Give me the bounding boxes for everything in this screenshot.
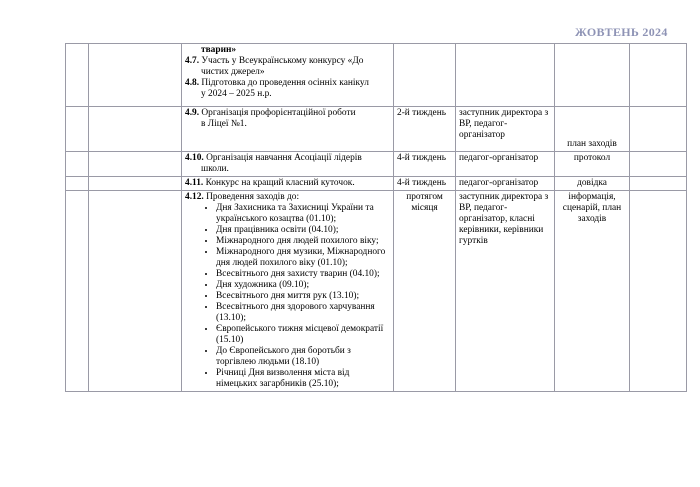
list-item: • Міжнародного дня людей похилого віку; [216,236,390,247]
item-text: в Ліцеї №1. [201,119,247,129]
empty-cell [630,152,687,177]
item-number: 4.10. [185,153,204,163]
empty-cell [66,44,89,107]
list-item: • Всесвітнього дня миття рук (13.10); [216,291,390,302]
activity-cell [182,177,394,191]
empty-cell [89,44,182,107]
table-row [66,107,687,152]
activity-cell [182,107,394,152]
list-item: • Дня художника (09.10); [216,280,390,291]
plan-table [65,43,687,392]
term-cell: 2-й тиждень [394,107,456,152]
item-text: Участь у Всеукраїнському конкурсу «До [199,56,364,66]
item-text: чистих джерел» [201,67,265,77]
item-number: 4.11. [185,178,204,188]
list-item: • Міжнародного дня музики, Міжнародного дня людей похилого віку (01.10); [216,247,390,269]
list-item: • Дня працівника освіти (04.10); [216,225,390,236]
table-row [66,177,687,191]
list-item: • Європейського тижня місцевої демократії (15.10) [216,324,390,346]
activity-cell [182,44,394,107]
document-cell: інформація, сценарій, план заходів [555,191,630,392]
item-number: 4.8. [185,78,200,88]
activity-line [185,119,390,130]
term-cell [394,44,456,107]
item-number: 4.7. [185,56,200,66]
activity-line [185,192,390,203]
activity-cell [182,191,394,392]
empty-cell [630,44,687,107]
document-cell: план заходів [555,107,630,152]
empty-cell [89,177,182,191]
table-row [66,191,687,392]
item-text: Організація навчання Асоціації лідерів [203,153,362,163]
plan-table-body [66,44,687,392]
document-cell: протокол [555,152,630,177]
item-text: Організація профорієнтаційної роботи [199,108,356,118]
empty-cell [66,191,89,392]
item-text: Конкурс на кращий класний куточок. [203,178,355,188]
responsible-cell: заступник директора з ВР, педагог-організатор, класні керівники, керівники гуртків [456,191,555,392]
empty-cell [89,107,182,152]
empty-cell [630,191,687,392]
item-text: Проведення заходів до: [203,192,300,202]
responsible-cell [456,44,555,107]
empty-cell [630,107,687,152]
responsible-cell: педагог-організатор [456,177,555,191]
activity-line [185,153,390,164]
activity-line [185,108,390,119]
responsible-cell: педагог-організатор [456,152,555,177]
activity-line [185,178,390,189]
activity-line [185,56,390,67]
term-cell: 4-й тиждень [394,152,456,177]
document-cell: довідка [555,177,630,191]
list-item: • Всесвітнього дня здорового харчування (13.10); [216,302,390,324]
empty-cell [66,152,89,177]
empty-cell [66,107,89,152]
item-text: школи. [201,164,229,174]
empty-cell [89,152,182,177]
list-item: • Всесвітнього дня захисту тварин (04.10); [216,269,390,280]
list-item: • Дня Захисника та Захисниці України та українського козацтва (01.10); [216,203,390,225]
activity-line [185,89,390,100]
activity-line [185,78,390,89]
term-cell: 4-й тиждень [394,177,456,191]
item-text: у 2024 – 2025 н.р. [201,89,272,99]
activity-line [185,67,390,78]
events-list [185,203,390,390]
empty-cell [89,191,182,392]
term-cell: протягом місяця [394,191,456,392]
document-cell [555,44,630,107]
activity-cell [182,152,394,177]
month-header: ЖОВТЕНЬ 2024 [575,25,668,39]
list-item: • Річниці Дня визволення міста від німецьких загарбників (25.10); [216,368,390,390]
item-number: 4.12. [185,192,204,202]
item-text: тварин» [201,45,237,55]
table-row [66,152,687,177]
empty-cell [66,177,89,191]
list-item: • До Європейського дня боротьби з торгівлею людьми (18.10) [216,346,390,368]
activity-line [185,45,390,56]
item-text: Підготовка до проведення осінніх канікул [199,78,369,88]
table-row [66,44,687,107]
item-number: 4.9. [185,108,200,118]
empty-cell [630,177,687,191]
responsible-cell: заступник директора з ВР, педагог-організатор [456,107,555,152]
activity-line [185,164,390,175]
